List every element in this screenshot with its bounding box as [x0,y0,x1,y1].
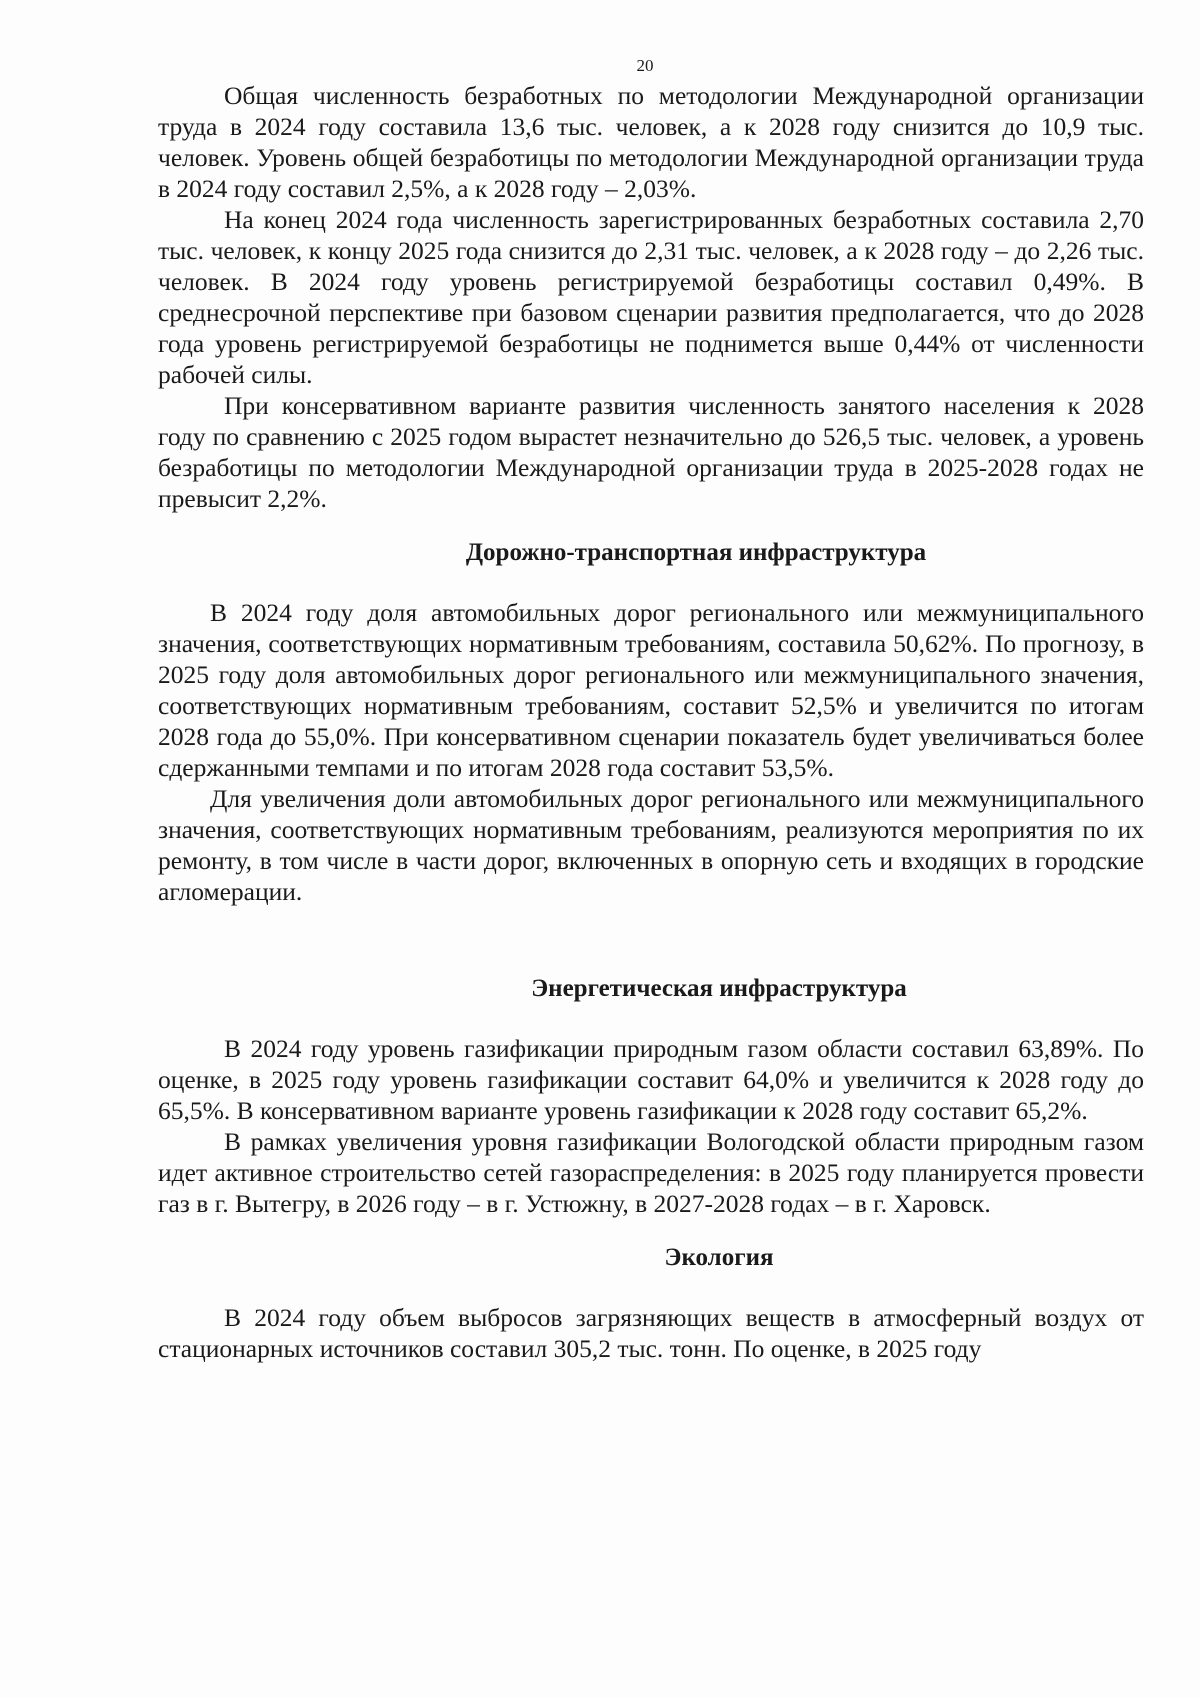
heading-energy-infrastructure: Энергетическая инфраструктура [531,975,907,1002]
paragraph-gasification-level: В 2024 году уровень газификации природным газом области составил 63,89%. По оценке, в 2025 году уровень газификации составит 64,0% и увеличится к 2028 году до 65,5%. В консервативном варианте уровень газификации к 2028 году составит 65,2%. [158,1034,1144,1125]
page-number: 20 [636,56,654,75]
paragraph-emissions: В 2024 году объем выбросов загрязняющих веществ в атмосферный воздух от стационарных источников составил 305,2 тыс. тонн. По оценке, в 2025 году [158,1303,1144,1363]
heading-ecology: Экология [664,1244,774,1271]
paragraph-unemployment-ilo: Общая численность безработных по методологии Международной организации труда в 2024 году составила 13,6 тыс. человек, а к 2028 году снизится до 10,9 тыс. человек. Уровень общей безработицы по методологии Международной организации труда в 2024 году составил 2,5%, а к 2028 году – 2,03%. [158,81,1144,203]
heading-road-infrastructure: Дорожно-транспортная инфраструктура [465,539,927,566]
paragraph-road-share: В 2024 году доля автомобильных дорог регионального или межмуниципального значения, соответствующих нормативным требованиям, составила 50,62%. По прогнозу, в 2025 году доля автомобильных дорог регионального или межмуниципального значения, соответствующих нормативным требованиям, составит 52,5% и увеличится по итогам 2028 года до 55,0%. При консервативном сценарии показатель будет увеличиваться более сдержанными темпами и по итогам 2028 года составит 53,5%. [158,598,1144,782]
paragraph-gas-network-construction: В рамках увеличения уровня газификации Вологодской области природным газом идет активное строительство сетей газораспределения: в 2025 году планируется провести газ в г. Вытегру, в 2026 году – в г. Устюжну, в 2027-2028 годах – в г. Харовск. [158,1127,1144,1218]
paragraph-road-measures: Для увеличения доли автомобильных дорог регионального или межмуниципального значения, соответствующих нормативным требованиям, реализуются мероприятия по их ремонту, в том числе в части дорог, включенных в опорную сеть и входящих в городские агломерации. [158,784,1144,906]
document-body [158,80,1144,1364]
paragraph-conservative-scenario: При консервативном варианте развития численность занятого населения к 2028 году по сравнению с 2025 годом вырастет незначительно до 526,5 тыс. человек, а уровень безработицы по методологии Международной организации труда в 2025-2028 годах не превысит 2,2%. [158,391,1144,513]
paragraph-registered-unemployment: На конец 2024 года численность зарегистрированных безработных составила 2,70 тыс. человек, к концу 2025 года снизится до 2,31 тыс. человек, а к 2028 году – до 2,26 тыс. человек. В 2024 году уровень регистрируемой безработицы составил 0,49%. В среднесрочной перспективе при базовом сценарии развития предполагается, что до 2028 года уровень регистрируемой безработицы не поднимется выше 0,44% от численности рабочей силы. [158,205,1144,389]
